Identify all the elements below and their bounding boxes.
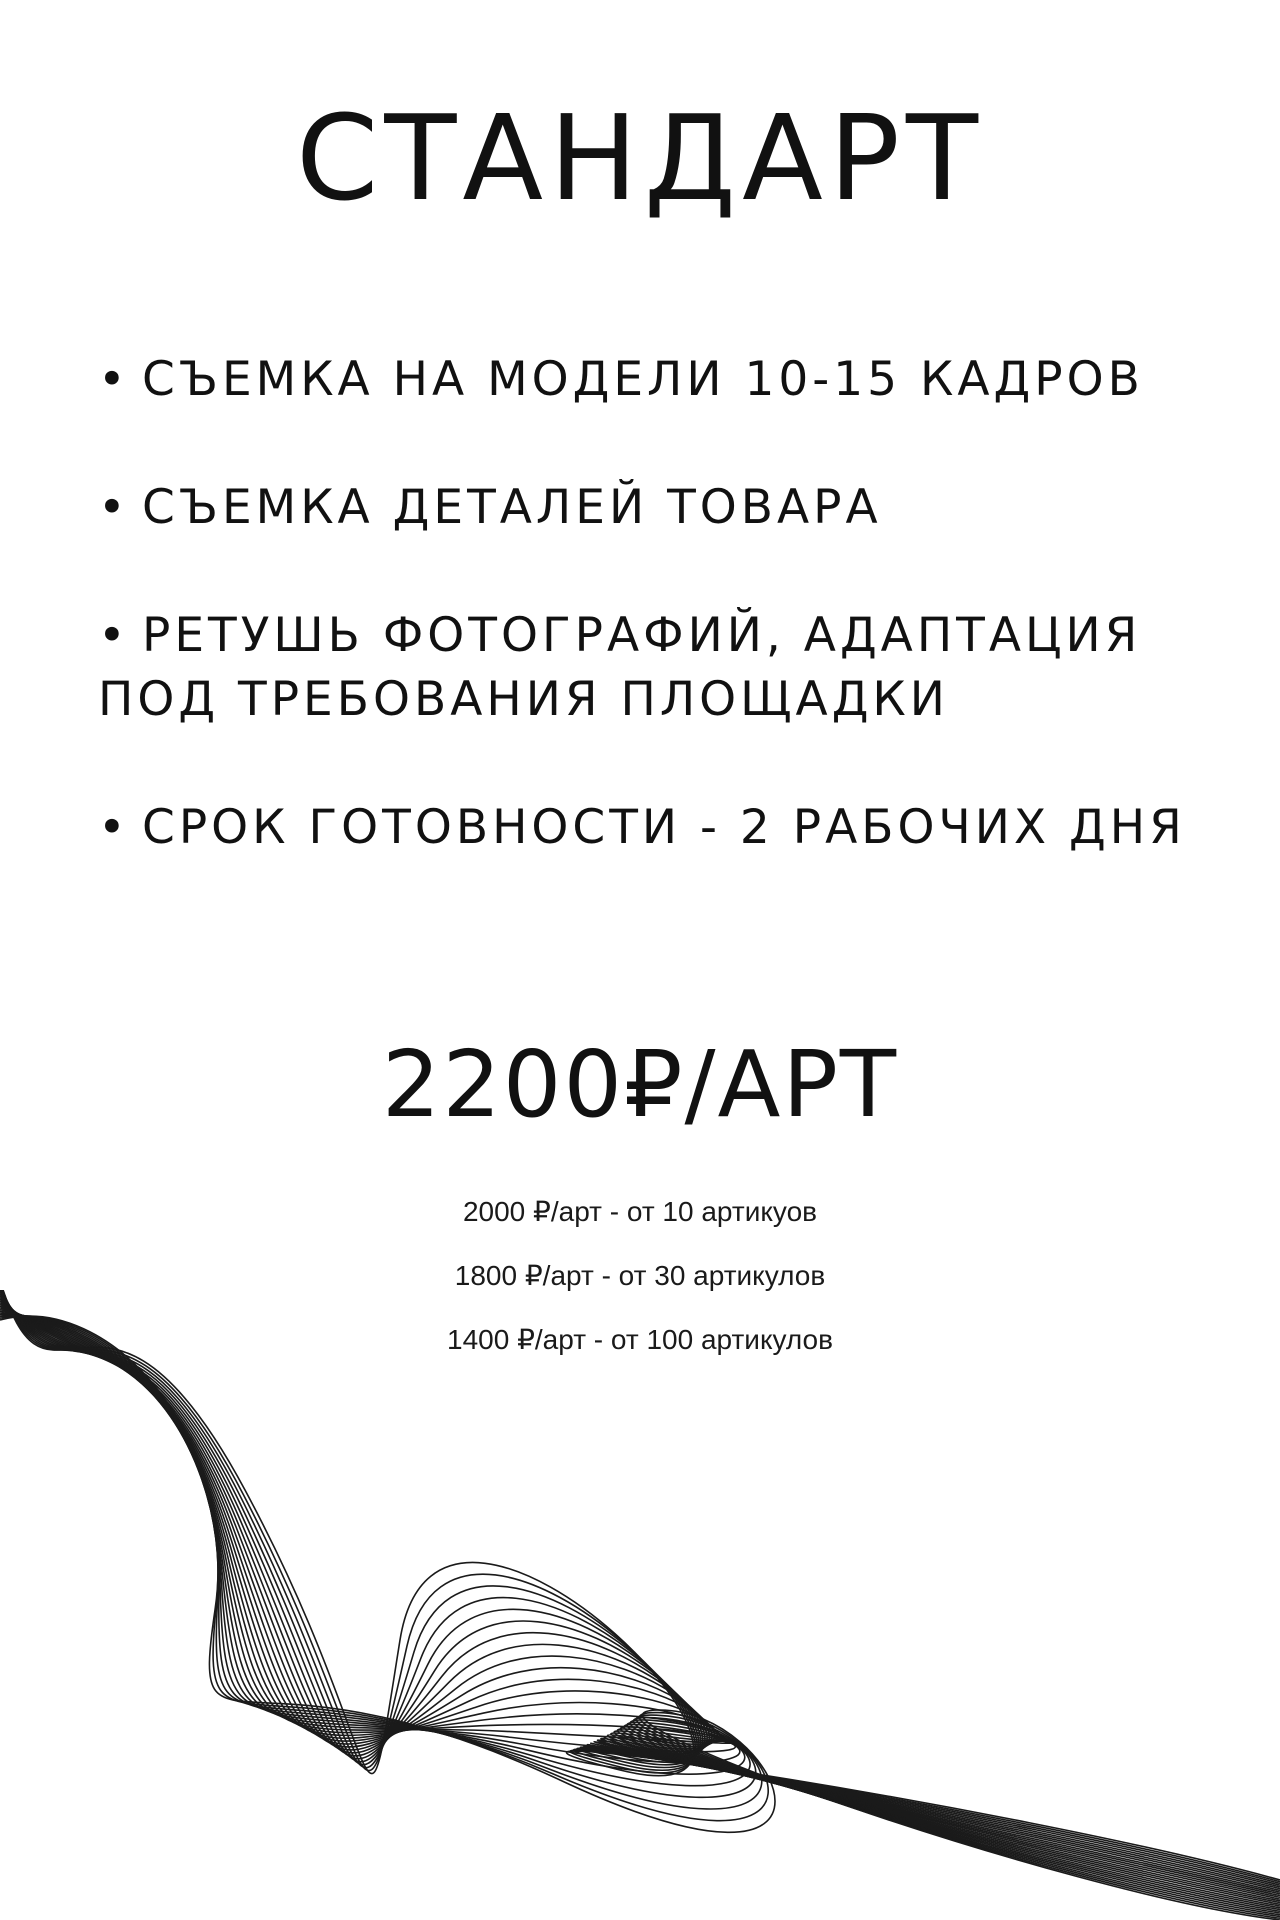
feature-list — [98, 348, 1218, 924]
wave-line — [0, 1310, 1280, 1910]
main-price: 2200₽/АРТ — [381, 1031, 899, 1138]
feature-item — [98, 604, 1218, 732]
wave-line — [0, 1290, 1280, 1883]
wave-line — [0, 1290, 1280, 1885]
wave-line — [0, 1290, 1280, 1880]
wave-line — [0, 1290, 1280, 1890]
wave-line — [0, 1315, 1280, 1915]
line-wave-ornament-icon — [0, 1290, 1280, 1920]
price-tier: 1400 ₽/арт - от 100 артикулов — [447, 1324, 833, 1355]
wave-line — [0, 1301, 1280, 1901]
feature-text: СЪЕМКА ДЕТАЛЕЙ ТОВАРА — [142, 480, 882, 535]
feature-text: СЪЕМКА НА МОДЕЛИ 10-15 КАДРОВ — [142, 352, 1144, 407]
wave-line — [0, 1306, 1280, 1906]
wave-line — [0, 1294, 1280, 1894]
wave-line — [0, 1308, 1280, 1908]
bullet-icon: • — [98, 352, 130, 407]
wave-line — [0, 1292, 1280, 1892]
bullet-icon: • — [98, 800, 130, 855]
bullet-icon: • — [98, 480, 130, 535]
wave-line — [0, 1313, 1280, 1913]
bullet-icon: • — [98, 608, 130, 663]
wave-line — [0, 1290, 1280, 1882]
price-tier: 2000 ₽/арт - от 10 артикуов — [462, 1196, 818, 1227]
price-tier: 1800 ₽/арт - от 30 артикулов — [454, 1260, 826, 1291]
wave-line — [0, 1311, 1280, 1911]
feature-item — [98, 796, 1218, 860]
wave-line — [0, 1299, 1280, 1899]
feature-text: РЕТУШЬ ФОТОГРАФИЙ, АДАПТАЦИЯ ПОД ТРЕБОВАНИЯ ПЛОЩАДКИ — [98, 608, 1142, 727]
feature-text: СРОК ГОТОВНОСТИ - 2 РАБОЧИХ ДНЯ — [142, 800, 1186, 855]
wave-line — [0, 1297, 1280, 1897]
wave-line — [0, 1290, 1280, 1887]
wave-line — [0, 1304, 1280, 1904]
feature-item — [98, 476, 1218, 540]
feature-item — [98, 348, 1218, 412]
page-title: СТАНДАРТ — [295, 89, 985, 227]
